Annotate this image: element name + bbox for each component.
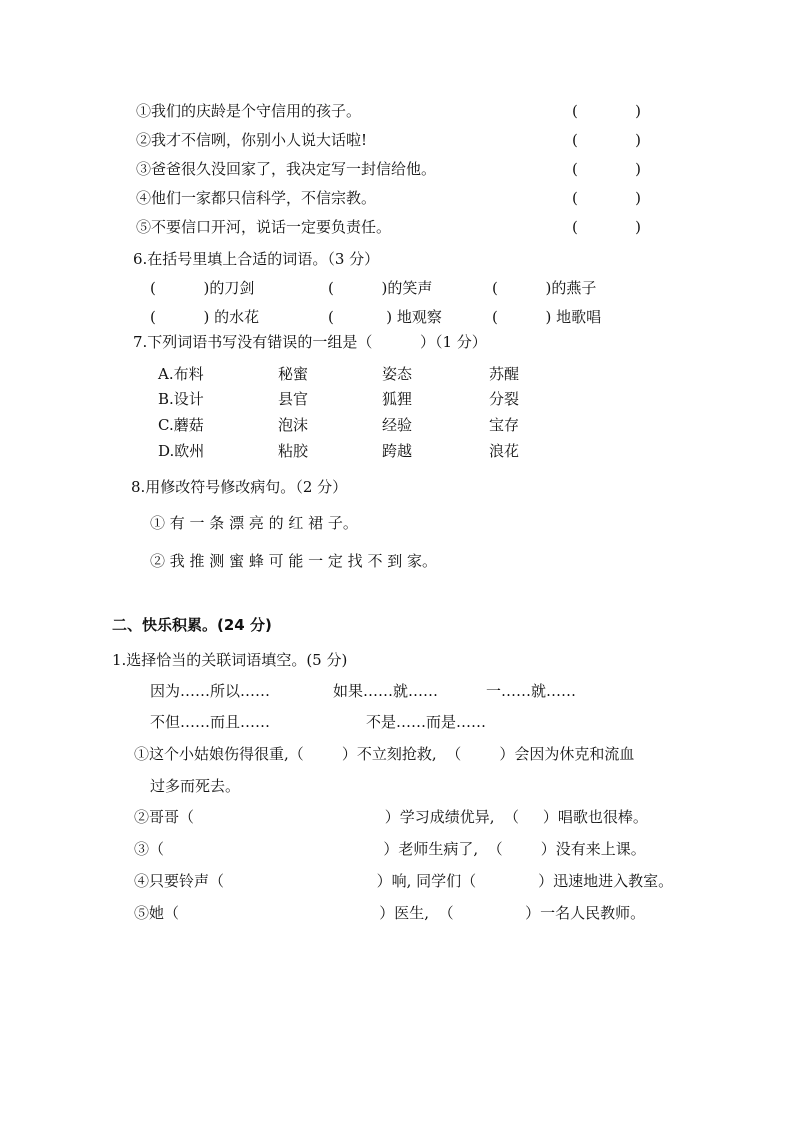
q6-blank-4[interactable]: ( ) 的水花 bbox=[150, 308, 260, 326]
q7-option-a-word-1[interactable]: A.布料 bbox=[158, 365, 204, 383]
q5-answer-blank-3[interactable]: ( ) bbox=[572, 160, 641, 178]
section-heading: 二、快乐积累。(24 分) bbox=[112, 616, 272, 634]
q5-answer-blank-5[interactable]: ( ) bbox=[572, 218, 641, 236]
option-ruguo-jiu: 如果……就…… bbox=[333, 682, 439, 700]
q7-option-b-word-2: 县官 bbox=[278, 390, 309, 408]
q7-option-b-word-4: 分裂 bbox=[489, 390, 520, 408]
q7-option-d-word-3: 跨越 bbox=[382, 442, 413, 460]
q5-answer-blank-2[interactable]: ( ) bbox=[572, 131, 641, 149]
option-bushi-ershi: 不是……而是…… bbox=[366, 713, 487, 731]
q1-item-3[interactable]: ③（ ）老师生病了, （ ）没有来上课。 bbox=[134, 840, 646, 858]
q7-option-b-word-1[interactable]: B.设计 bbox=[158, 390, 204, 408]
q6-blank-5[interactable]: ( ) 地观察 bbox=[328, 308, 442, 326]
q5-answer-blank-1[interactable]: ( ) bbox=[572, 102, 641, 120]
q7-option-c-word-2: 泡沫 bbox=[278, 416, 309, 434]
option-budan-erqie: 不但……而且…… bbox=[150, 713, 271, 731]
q5-item-5: ⑤不要信口开河，说话一定要负责任。 bbox=[136, 218, 392, 236]
q6-blank-3[interactable]: ( )的燕子 bbox=[492, 279, 597, 297]
q7-option-d-word-2: 粘胶 bbox=[278, 442, 309, 460]
q5-item-4: ④他们一家都只信科学，不信宗教。 bbox=[136, 189, 377, 207]
q1-item-4[interactable]: ④只要铃声（ ）响, 同学们（ ）迅速地进入教室。 bbox=[134, 872, 674, 890]
q7-option-c-word-1[interactable]: C.蘑菇 bbox=[158, 416, 204, 434]
q1-item-1-line-1[interactable]: ①这个小姑娘伤得很重,（ ）不立刻抢救, （ ）会因为休克和流血 bbox=[134, 745, 635, 763]
q8-sentence-2[interactable]: ② 我 推 测 蜜 蜂 可 能 一 定 找 不 到 家。 bbox=[150, 552, 437, 570]
q1-item-5[interactable]: ⑤她（ ）医生, （ ）一名人民教师。 bbox=[134, 904, 646, 922]
q1-item-1-line-2: 过多而死去。 bbox=[150, 777, 241, 795]
q7-option-c-word-4: 宝存 bbox=[489, 416, 520, 434]
q1-item-2[interactable]: ②哥哥（ ）学习成绩优异, （ ）唱歌也很棒。 bbox=[134, 808, 648, 826]
q7-option-a-word-3: 姿态 bbox=[382, 365, 413, 383]
q5-item-2: ②我才不信咧，你别小人说大话啦! bbox=[136, 131, 368, 149]
q7-option-c-word-3: 经验 bbox=[382, 416, 413, 434]
q6-title: 6.在括号里填上合适的词语。（3 分） bbox=[133, 250, 380, 268]
q6-blank-2[interactable]: ( )的笑声 bbox=[328, 279, 433, 297]
q8-title: 8.用修改符号修改病句。（2 分） bbox=[131, 478, 348, 496]
q5-answer-blank-4[interactable]: ( ) bbox=[572, 189, 641, 207]
q7-option-a-word-2: 秘蜜 bbox=[278, 365, 309, 383]
q8-sentence-1[interactable]: ① 有 一 条 漂 亮 的 红 裙 子。 bbox=[150, 514, 358, 532]
q7-option-d-word-4: 浪花 bbox=[489, 442, 520, 460]
q6-blank-1[interactable]: ( )的刀剑 bbox=[150, 279, 255, 297]
q6-blank-6[interactable]: ( ) 地歌唱 bbox=[492, 308, 602, 326]
q7-option-a-word-4: 苏醒 bbox=[489, 365, 520, 383]
q1-title: 1.选择恰当的关联词语填空。(5 分) bbox=[112, 651, 348, 669]
option-yinwei-suoyi: 因为……所以…… bbox=[150, 682, 271, 700]
q7-option-b-word-3: 狐狸 bbox=[382, 390, 413, 408]
q5-item-1: ①我们的庆龄是个守信用的孩子。 bbox=[136, 102, 362, 120]
q5-item-3: ③爸爸很久没回家了，我决定写一封信给他。 bbox=[136, 160, 437, 178]
q7-title: 7.下列词语书写没有错误的一组是（ ）（1 分） bbox=[133, 333, 487, 351]
option-yi-jiu: 一……就…… bbox=[486, 682, 577, 700]
q7-option-d-word-1[interactable]: D.欧州 bbox=[158, 442, 205, 460]
